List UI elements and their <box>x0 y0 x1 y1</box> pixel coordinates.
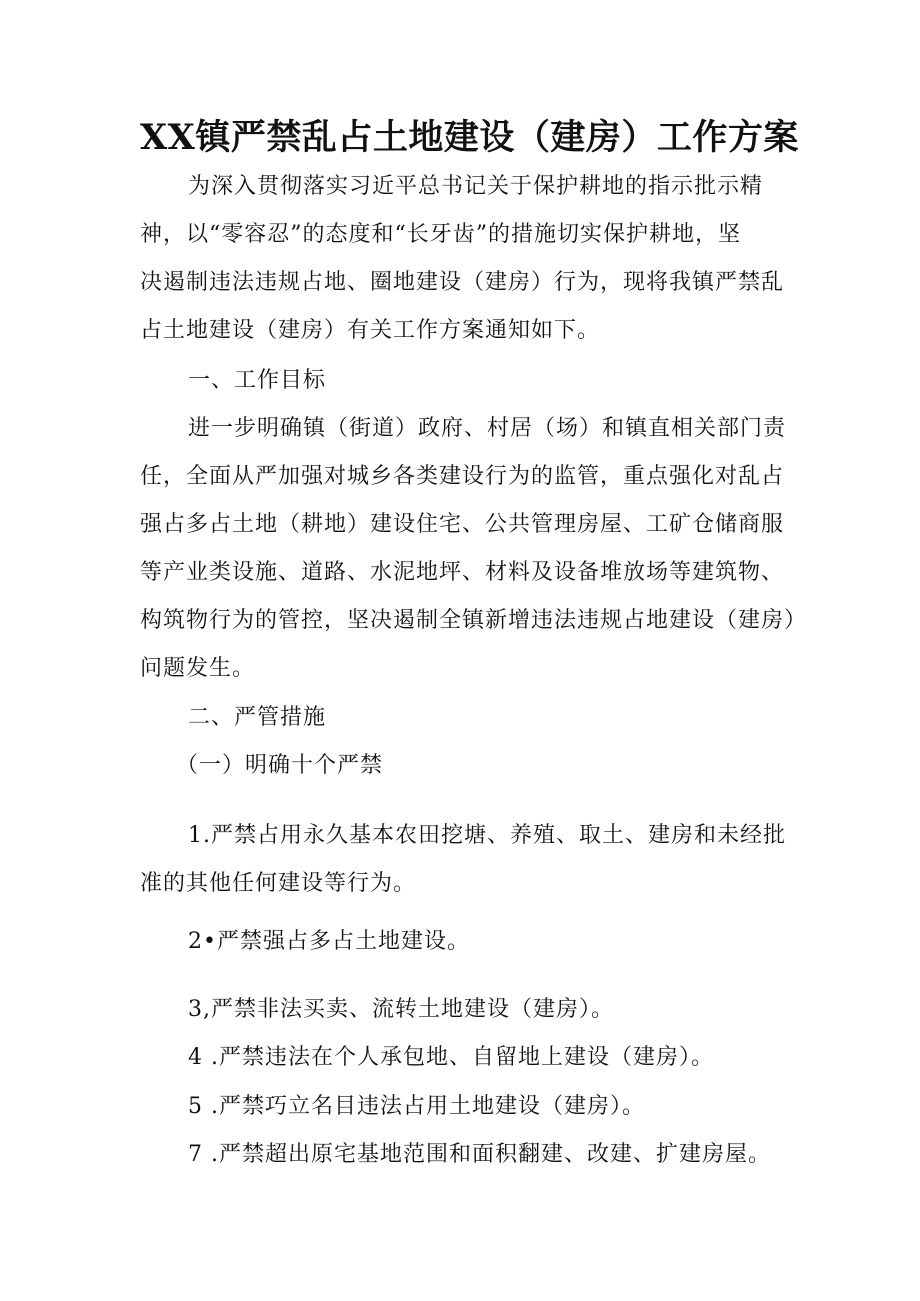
subsection1-heading: （一）明确十个严禁 <box>176 753 384 778</box>
section1-heading: 一、工作目标 <box>188 368 327 393</box>
intro-line-4: 占土地建设（建房）有关工作方案通知如下。 <box>140 318 601 343</box>
section1-line-4: 等产业类设施、道路、水泥地坪、材料及设备堆放场等建筑物、 <box>140 560 785 585</box>
list-item-1-cont: 准的其他任何建设等行为。 <box>140 871 417 896</box>
list-item-2: 2•严禁强占多占土地建设。 <box>188 929 470 954</box>
title-text: 镇严禁乱占土地建设（建房）工作方案 <box>195 118 799 158</box>
section2-heading: 二、严管措施 <box>188 705 327 730</box>
section1-line-1: 进一步明确镇（街道）政府、村居（场）和镇直相关部门责 <box>188 416 787 441</box>
section1-line-3: 强占多占土地（耕地）建设住宅、公共管理房屋、工矿仓储商服 <box>140 512 785 537</box>
section1-line-5: 构筑物行为的管控，坚决遏制全镇新增违法违规占地建设（建房） <box>140 608 808 633</box>
list-item-4: 4 .严禁违法在个人承包地、自留地上建设（建房）。 <box>188 1045 714 1070</box>
list-item-5: 5 .严禁巧立名目违法占用土地建设（建房）。 <box>188 1094 645 1119</box>
intro-line-2: 神，以“零容忍”的态度和“长牙齿”的措施切实保护耕地，坚 <box>140 222 741 247</box>
section1-line-2: 任，全面从严加强对城乡各类建设行为的监管，重点强化对乱占 <box>140 464 785 489</box>
page-title <box>140 112 800 164</box>
list-item-3: 3,严禁非法买卖、流转土地建设（建房）。 <box>188 997 614 1022</box>
section1-line-6: 问题发生。 <box>140 656 256 681</box>
title-prefix: XX <box>140 117 196 158</box>
intro-line-1: 为深入贯彻落实习近平总书记关于保护耕地的指示批示精 <box>188 174 764 199</box>
intro-line-3: 决遏制违法违规占地、圈地建设（建房）行为，现将我镇严禁乱 <box>140 270 785 295</box>
list-item-7: 7 .严禁超出原宅基地范围和面积翻建、改建、扩建房屋。 <box>188 1142 771 1167</box>
list-item-1: 1.严禁占用永久基本农田挖塘、养殖、取土、建房和未经批 <box>188 823 786 848</box>
